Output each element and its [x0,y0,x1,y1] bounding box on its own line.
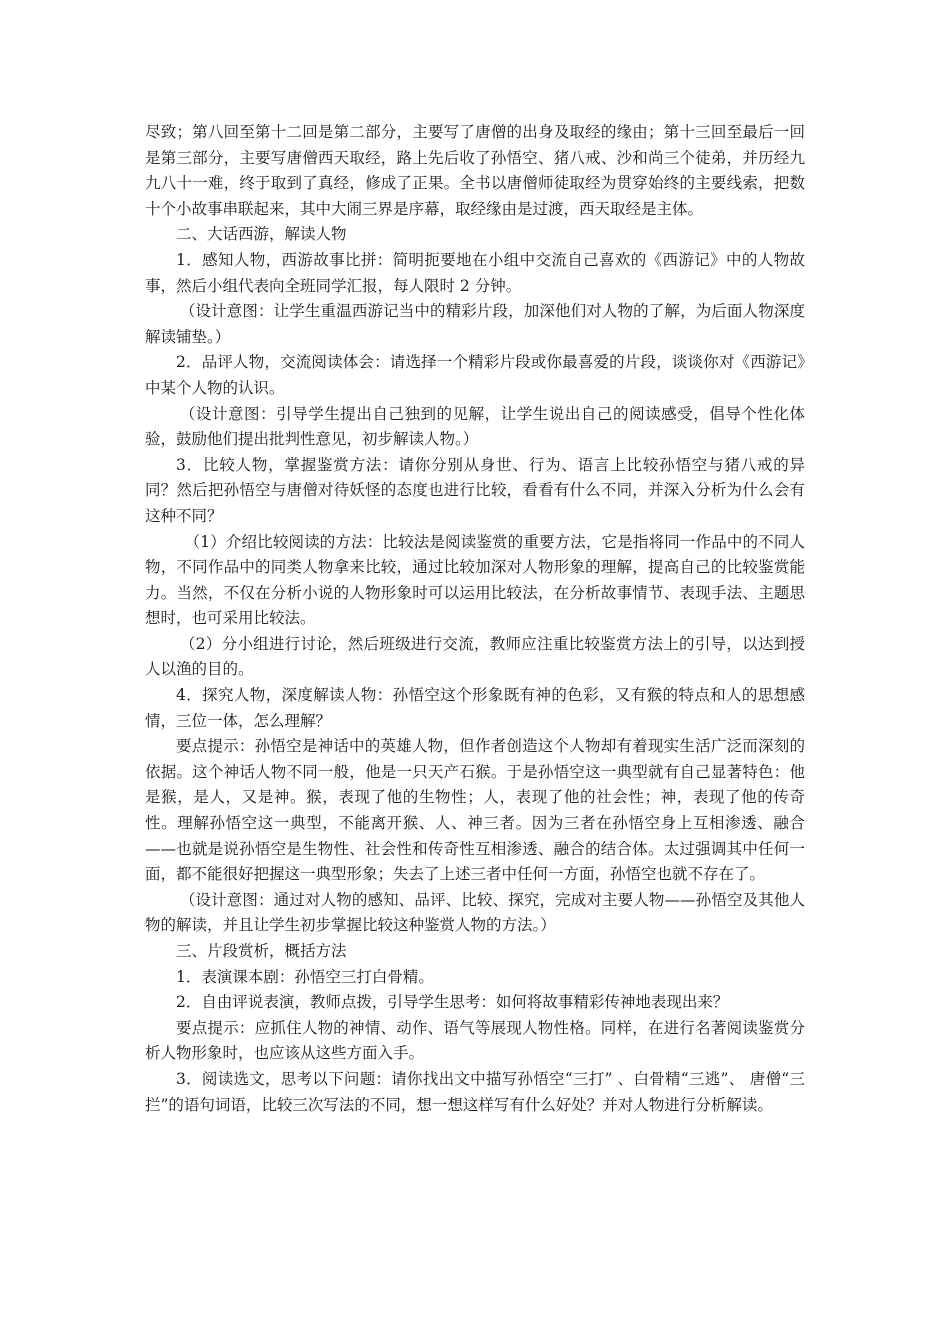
paragraph: 2．自由评说表演，教师点拨，引导学生思考：如何将故事精彩传神地表现出来？ [176,993,729,1012]
paragraph: 2．品评人物，交流阅读体会：请选择一个精彩片段或你最喜爱的片段，谈谈你对《西游记》中某个人物的认识。 [145,353,805,397]
sub-paragraph: （1）介绍比较阅读的方法：比较法是阅读鉴赏的重要方法，它是指将同一作品中的不同人物，不同作品中的同类人物拿来比较，通过比较加深对人物形象的理解，提高自己的比较鉴赏能力。当然，不仅在分析小说的人物形象时可以运用比较法，在分析故事情节、表现手法、主题思想时，也可采用比较法。 [145,532,805,628]
paragraph: 尽致；第八回至第十二回是第二部分，主要写了唐僧的出身及取经的缘由；第十三回至最后一回是第三部分，主要写唐僧西天取经，路上先后收了孙悟空、猪八戒、沙和尚三个徒弟，并历经九九八十一难，终于取到了真经，修成了正果。全书以唐僧师徒取经为贯穿始终的主要线索，把数十个小故事串联起来，其中大闹三界是序幕，取经缘由是过渡，西天取经是主体。 [145,123,805,218]
key-points-paragraph: 要点提示：应抓住人物的神情、动作、语气等展现人物性格。同样，在进行名著阅读鉴赏分析人物形象时，也应该从这些方面入手。 [145,1018,805,1063]
design-note: （设计意图：通过对人物的感知、品评、比较、探究，完成对主要人物——孙悟空及其他人物的解读，并且让学生初步掌握比较这种鉴赏人物的方法。） [145,890,805,935]
design-note: （设计意图：引导学生提出自己独到的见解，让学生说出自己的阅读感受，倡导个性化体验，鼓励他们提出批判性意见，初步解读人物。） [145,404,805,449]
section-heading: 三、片段赏析，概括方法 [176,942,347,960]
key-points-paragraph: 要点提示：孙悟空是神话中的英雄人物，但作者创造这个人物却有着现实生活广泛而深刻的依据。这个神话人物不同一般，他是一只天产石猴。于是孙悟空这一典型就有自己显著特色：他是猴，是人，又是神。猴，表现了他的生物性；人，表现了他的社会性；神，表现了他的传奇性。理解孙悟空这一典型，不能离开猴、人、神三者。因为三者在孙悟空身上互相渗透、融合——也就是说孙悟空是生物性、社会性和传奇性互相渗透、融合的结合体。太过强调其中任何一面，都不能很好把握这一典型形象；失去了上述三者中任何一方面，孙悟空也就不存在了。 [145,737,805,884]
section-heading: 二、大话西游，解读人物 [176,225,347,244]
sub-paragraph: （2）分小组进行讨论，然后班级进行交流，教师应注重比较鉴赏方法上的引导，以达到授人以渔的目的。 [145,634,805,679]
paragraph: 3．比较人物，掌握鉴赏方法：请你分别从身世、行为、语言上比较孙悟空与猪八戒的异同？然后把孙悟空与唐僧对待妖怪的态度也进行比较，看看有什么不同，并深入分析为什么会有这种不同？ [145,455,805,525]
design-note: （设计意图：让学生重温西游记当中的精彩片段，加深他们对人物的了解，为后面人物深度解读铺垫。） [145,302,805,346]
paragraph: 3．阅读选文，思考以下问题：请你找出文中描写孙悟空“三打” 、白骨精“三逃”、 唐僧“三拦”的语句词语，比较三次写法的不同，想一想这样写有什么好处？并对人物进行分析解读。 [145,1069,805,1114]
document-body [145,120,805,1118]
paragraph: 4．探究人物，深度解读人物：孙悟空这个形象既有神的色彩，又有猴的特点和人的思想感情，三位一体，怎么理解？ [145,686,805,730]
paragraph: 1．感知人物，西游故事比拼：简明扼要地在小组中交流自己喜欢的《西游记》中的人物故事，然后小组代表向全班同学汇报，每人限时 2 分钟。 [145,250,805,295]
paragraph: 1．表演课本剧：孙悟空三打白骨精。 [176,967,434,986]
